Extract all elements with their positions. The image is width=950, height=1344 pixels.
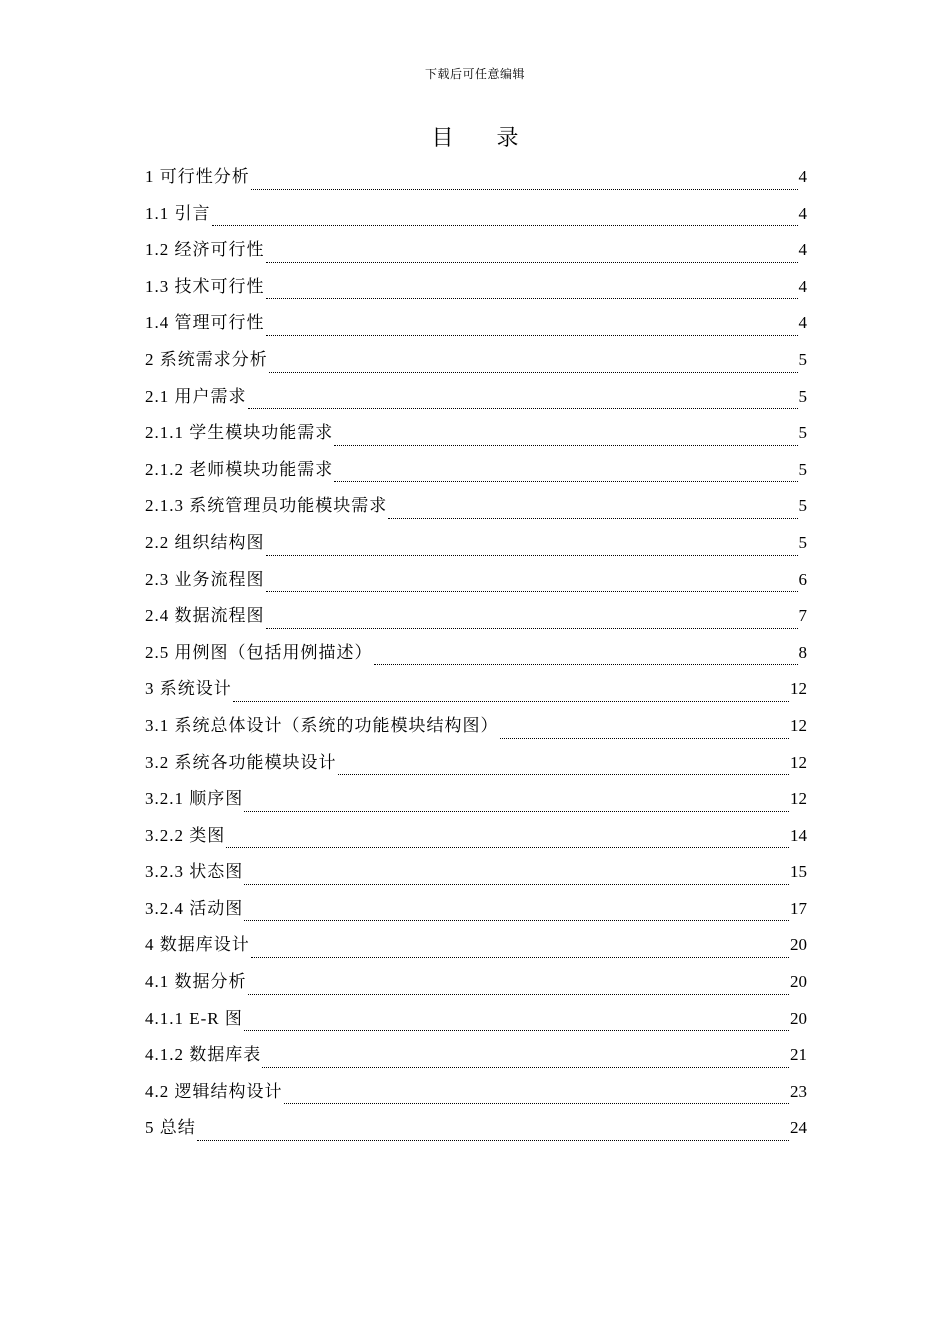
toc-entry[interactable] <box>145 563 807 600</box>
toc-dot-leader <box>248 407 798 409</box>
toc-entry-label: 2.4 数据流程图 <box>145 606 265 626</box>
toc-entry-page-number: 23 <box>790 1081 807 1101</box>
toc-entry[interactable] <box>145 892 807 929</box>
toc-dot-leader <box>388 517 797 519</box>
toc-entry-label: 3.2.4 活动图 <box>145 898 244 918</box>
toc-entry-label: 2.1.2 老师模块功能需求 <box>145 459 334 479</box>
toc-entry-page-number: 12 <box>790 679 807 699</box>
toc-entry[interactable] <box>145 599 807 636</box>
toc-entry-label: 4.1 数据分析 <box>145 972 247 992</box>
toc-entry-label: 2.1 用户需求 <box>145 386 247 406</box>
toc-entry-label: 1.1 引言 <box>145 203 211 223</box>
toc-dot-leader <box>334 444 797 446</box>
toc-dot-leader <box>244 883 789 885</box>
toc-entry[interactable] <box>145 782 807 819</box>
toc-entry-label: 5 总结 <box>145 1118 196 1138</box>
toc-entry-page-number: 5 <box>798 532 807 552</box>
toc-entry-page-number: 5 <box>798 349 807 369</box>
toc-entry[interactable] <box>145 233 807 270</box>
toc-entry-page-number: 20 <box>790 935 807 955</box>
toc-entry-label: 4.2 逻辑结构设计 <box>145 1081 283 1101</box>
toc-entry-label: 3.2.2 类图 <box>145 825 226 845</box>
toc-entry[interactable] <box>145 197 807 234</box>
toc-entry[interactable] <box>145 636 807 673</box>
toc-entry-page-number: 12 <box>790 789 807 809</box>
toc-entry-label: 2.3 业务流程图 <box>145 569 265 589</box>
toc-entry-page-number: 5 <box>798 496 807 516</box>
toc-entry-label: 4.1.1 E-R 图 <box>145 1008 243 1028</box>
toc-entry[interactable] <box>145 306 807 343</box>
toc-dot-leader <box>251 956 789 958</box>
toc-dot-leader <box>266 554 798 556</box>
toc-dot-leader <box>197 1139 789 1141</box>
toc-entry[interactable] <box>145 1002 807 1039</box>
toc-entry-page-number: 15 <box>790 862 807 882</box>
toc-dot-leader <box>226 846 789 848</box>
toc-dot-leader <box>212 224 798 226</box>
toc-entry-label: 2.1.3 系统管理员功能模块需求 <box>145 496 388 516</box>
toc-entry-page-number: 21 <box>790 1045 807 1065</box>
toc-entry-label: 3 系统设计 <box>145 679 232 699</box>
toc-entry-label: 2.2 组织结构图 <box>145 532 265 552</box>
toc-dot-leader <box>233 700 789 702</box>
toc-entry[interactable] <box>145 855 807 892</box>
toc-entry-page-number: 17 <box>790 898 807 918</box>
toc-dot-leader <box>269 371 798 373</box>
toc-entry-page-number: 4 <box>798 203 807 223</box>
toc-entry-page-number: 14 <box>790 825 807 845</box>
toc-entry-label: 3.2.1 顺序图 <box>145 789 244 809</box>
toc-entry-page-number: 8 <box>798 642 807 662</box>
toc-entry[interactable] <box>145 489 807 526</box>
toc-entry-page-number: 5 <box>798 386 807 406</box>
toc-entry[interactable] <box>145 709 807 746</box>
toc-entry-page-number: 4 <box>798 276 807 296</box>
toc-entry[interactable] <box>145 270 807 307</box>
toc-entry-label: 3.1 系统总体设计（系统的功能模块结构图） <box>145 715 499 735</box>
toc-entry[interactable] <box>145 416 807 453</box>
toc-entry-page-number: 5 <box>798 459 807 479</box>
toc-entry[interactable] <box>145 1111 807 1148</box>
toc-dot-leader <box>500 737 790 739</box>
toc-dot-leader <box>244 919 789 921</box>
toc-dot-leader <box>266 627 798 629</box>
toc-entry-label: 1.3 技术可行性 <box>145 276 265 296</box>
toc-dot-leader <box>266 334 798 336</box>
toc-dot-leader <box>248 993 790 995</box>
toc-entry-label: 1.4 管理可行性 <box>145 313 265 333</box>
toc-title: 目 录 <box>431 126 537 151</box>
toc-dot-leader <box>266 261 798 263</box>
toc-entry-page-number: 7 <box>798 606 807 626</box>
toc-entry-page-number: 4 <box>798 313 807 333</box>
toc-entry[interactable] <box>145 928 807 965</box>
toc-entry-label: 2 系统需求分析 <box>145 349 268 369</box>
table-of-contents <box>145 160 807 1148</box>
toc-entry-label: 1 可行性分析 <box>145 167 250 186</box>
toc-entry[interactable] <box>145 380 807 417</box>
toc-entry-page-number: 6 <box>798 569 807 589</box>
toc-entry[interactable] <box>145 1038 807 1075</box>
toc-entry-label: 4 数据库设计 <box>145 935 250 955</box>
toc-entry[interactable] <box>145 453 807 490</box>
header-note: 下载后可任意编辑 <box>424 67 525 81</box>
toc-dot-leader <box>338 773 790 775</box>
toc-entry-label: 2.1.1 学生模块功能需求 <box>145 423 334 443</box>
toc-dot-leader <box>334 480 797 482</box>
toc-entry-page-number: 12 <box>790 752 807 772</box>
toc-entry[interactable] <box>145 965 807 1002</box>
toc-entry-label: 3.2 系统各功能模块设计 <box>145 752 337 772</box>
toc-dot-leader <box>262 1066 789 1068</box>
toc-entry-label: 3.2.3 状态图 <box>145 862 244 882</box>
toc-entry-label: 2.5 用例图（包括用例描述） <box>145 642 373 662</box>
toc-entry-label: 1.2 经济可行性 <box>145 240 265 260</box>
toc-entry[interactable] <box>145 343 807 380</box>
toc-entry-page-number: 20 <box>790 1008 807 1028</box>
toc-entry-page-number: 24 <box>790 1118 807 1138</box>
toc-entry-page-number: 20 <box>790 972 807 992</box>
toc-entry-label: 4.1.2 数据库表 <box>145 1045 262 1065</box>
toc-dot-leader <box>284 1102 790 1104</box>
toc-dot-leader <box>374 663 798 665</box>
toc-entry-page-number: 5 <box>798 423 807 443</box>
toc-entry[interactable] <box>145 672 807 709</box>
toc-entry[interactable] <box>145 746 807 783</box>
toc-entry[interactable] <box>145 819 807 856</box>
toc-dot-leader <box>266 590 798 592</box>
toc-entry-page-number: 4 <box>798 240 807 260</box>
toc-entry[interactable] <box>145 160 807 197</box>
toc-entry-page-number: 4 <box>798 167 807 186</box>
toc-dot-leader <box>251 188 798 190</box>
toc-dot-leader <box>266 297 798 299</box>
toc-entry[interactable] <box>145 1075 807 1112</box>
toc-dot-leader <box>244 810 789 812</box>
toc-entry[interactable] <box>145 526 807 563</box>
toc-entry-page-number: 12 <box>790 715 807 735</box>
toc-dot-leader <box>244 1029 789 1031</box>
